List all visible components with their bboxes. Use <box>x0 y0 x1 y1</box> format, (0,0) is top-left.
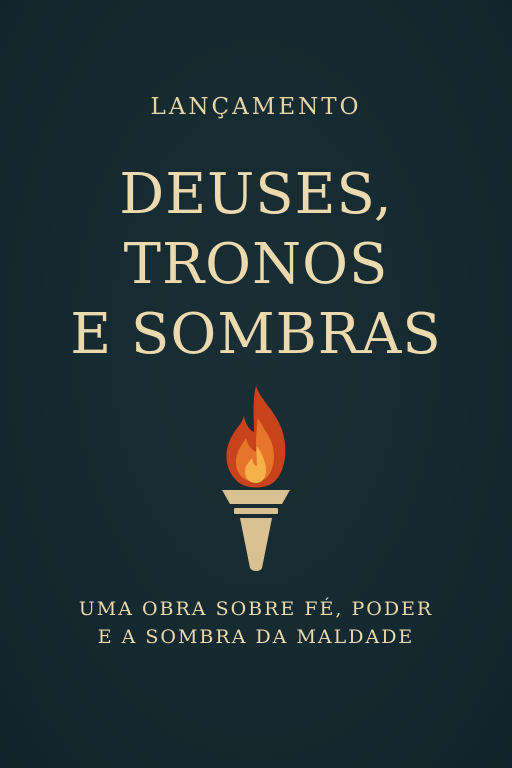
torch-band <box>234 508 278 514</box>
book-subtitle <box>0 595 512 651</box>
title-line-1: DEUSES, <box>119 162 393 227</box>
title-line-3: E SOMBRAS <box>70 302 442 367</box>
subtitle-line-2: E A SOMBRA DA MALDADE <box>97 626 415 648</box>
book-title <box>0 160 512 370</box>
torch-cup <box>222 490 290 504</box>
subtitle-line-1: UMA OBRA SOBRE FÉ, PODER <box>78 598 434 620</box>
kicker-label: LANÇAMENTO <box>150 94 362 120</box>
title-line-2: TRONOS <box>123 232 389 297</box>
torch-icon <box>206 382 306 572</box>
torch-handle <box>240 518 272 571</box>
